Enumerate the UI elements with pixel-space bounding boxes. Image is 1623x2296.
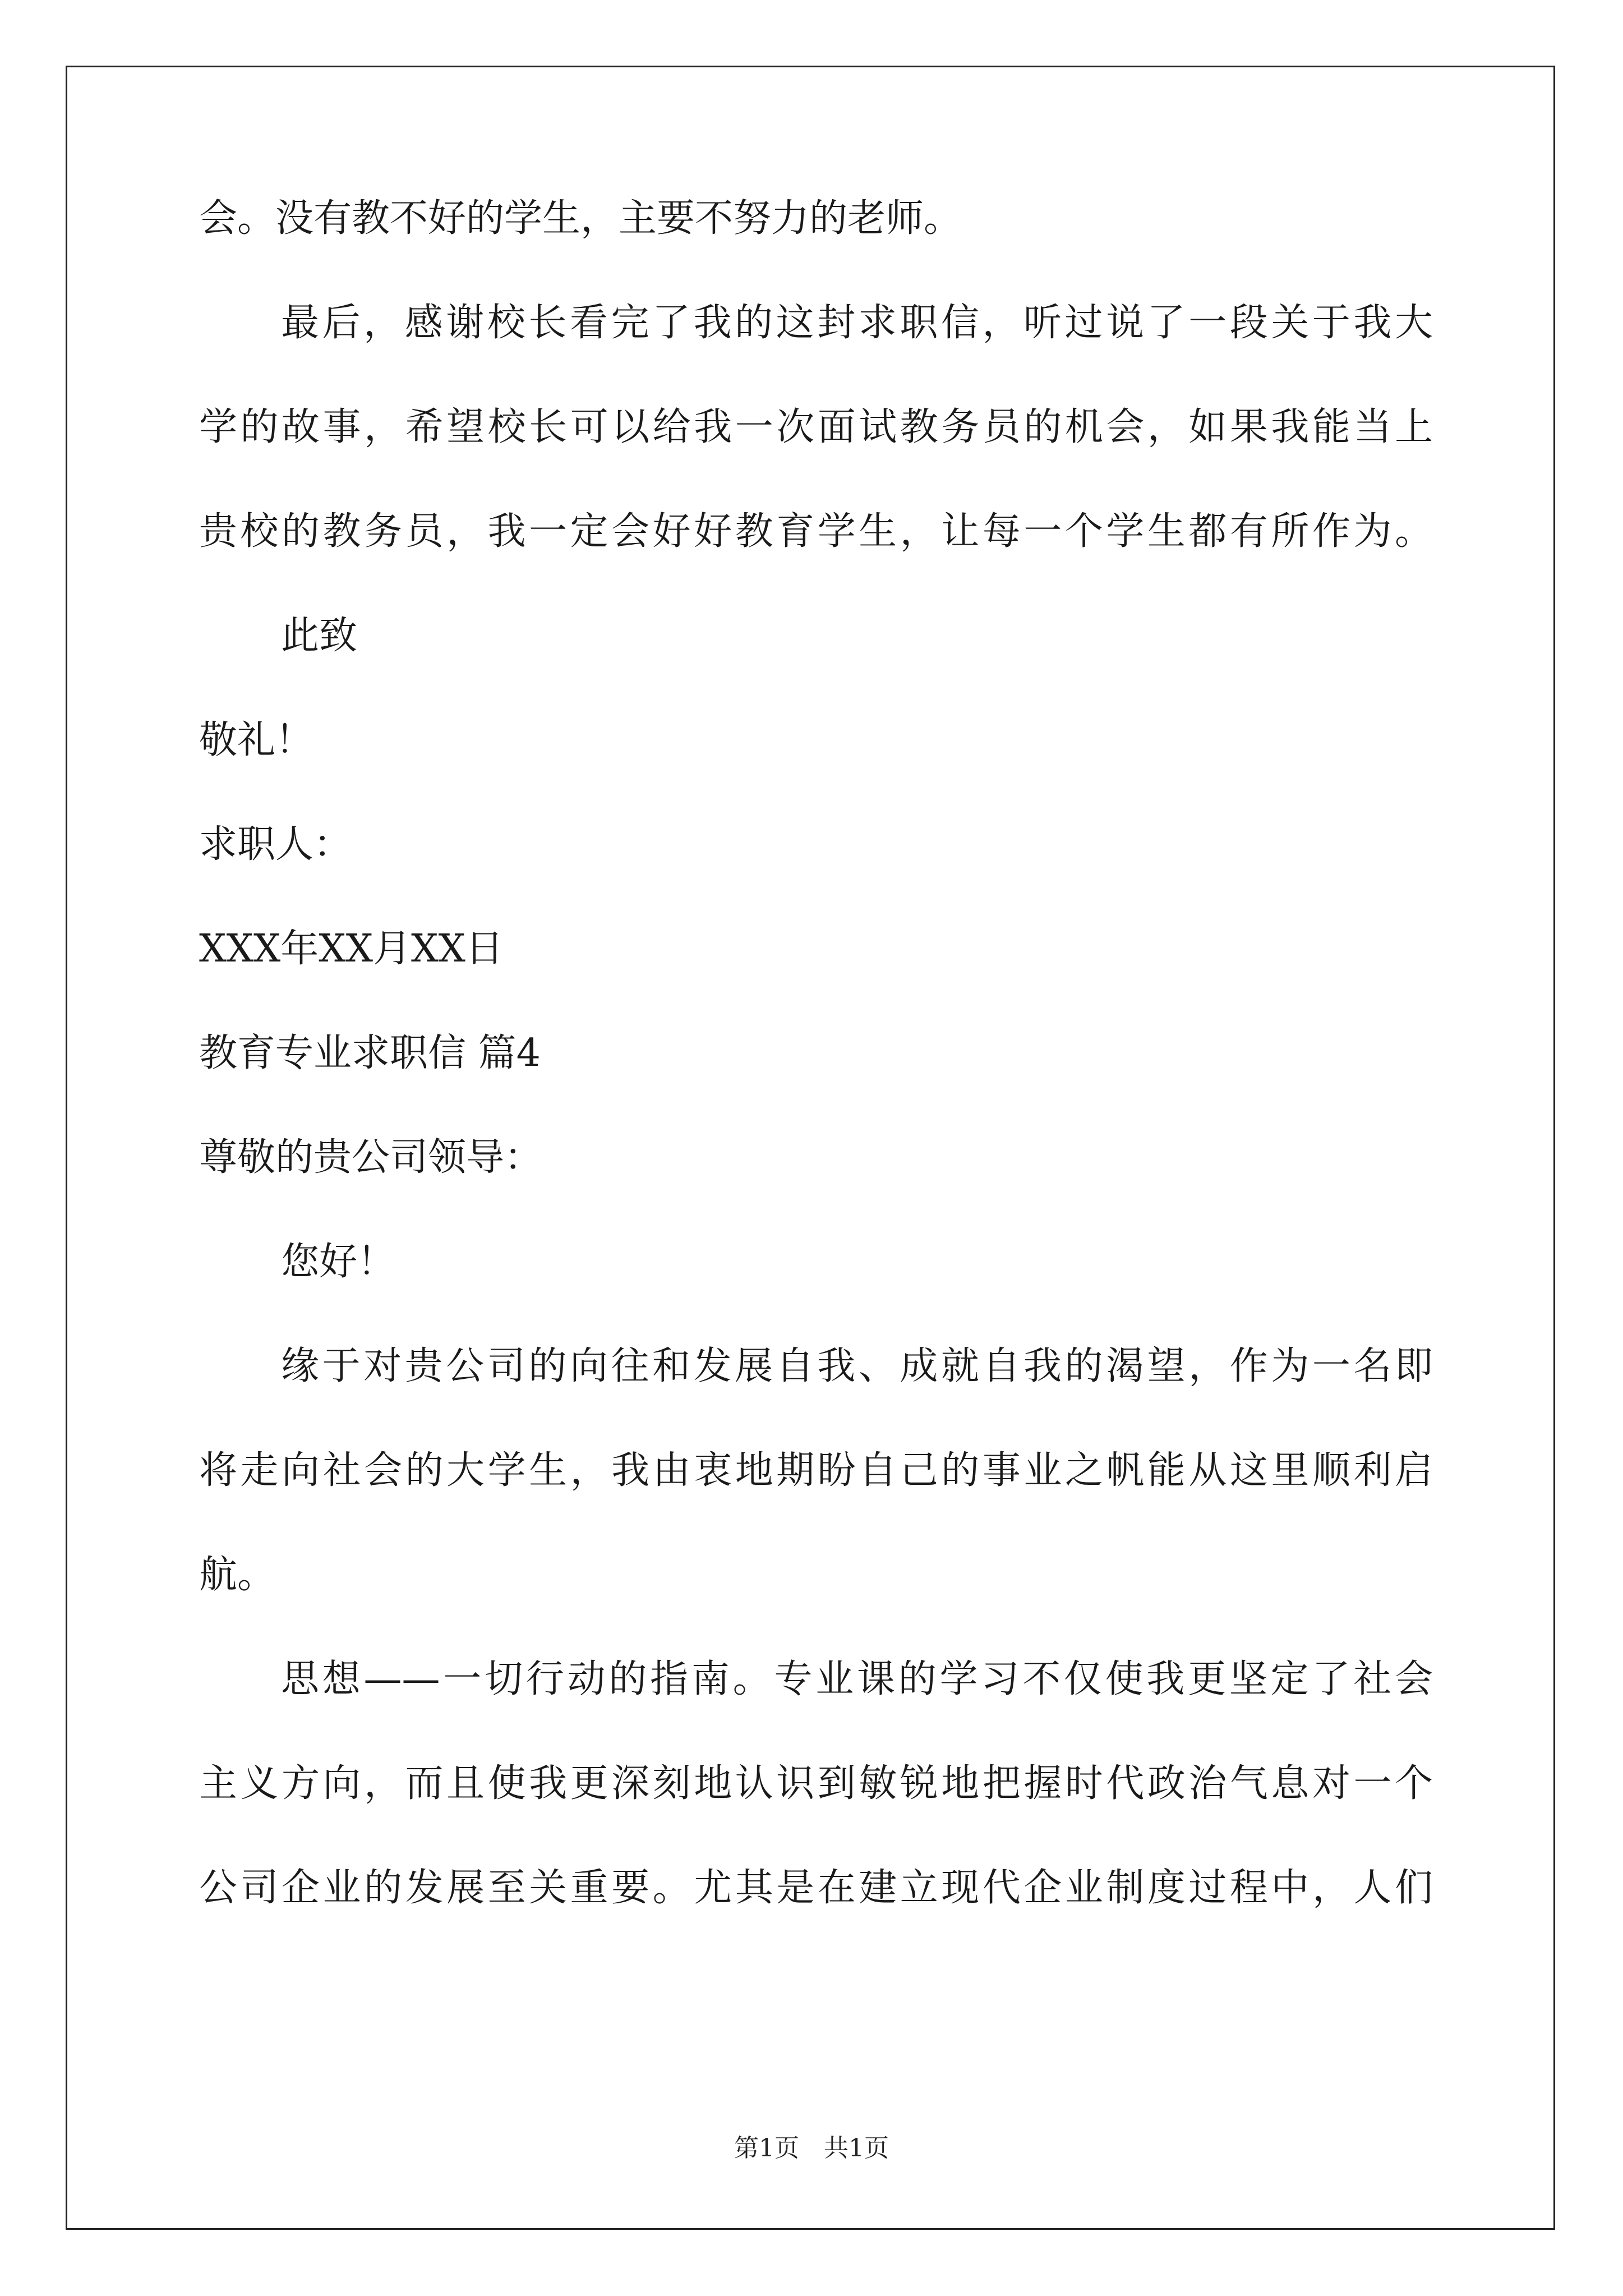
text-line: 主义方向，而且使我更深刻地认识到敏锐地把握时代政治气息对一个: [199, 1761, 1433, 1806]
text-line: 此致: [281, 614, 358, 658]
text-line: 您好！: [281, 1240, 396, 1284]
text-line: 思想——一切行动的指南。专业课的学习不仅使我更坚定了社会: [281, 1657, 1433, 1701]
text-line: 敬礼！: [199, 718, 314, 762]
section-heading: 教育专业求职信 篇4: [199, 1031, 541, 1075]
text-line: 将走向社会的大学生，我由衷地期盼自己的事业之帆能从这里顺利启: [199, 1448, 1433, 1493]
text-line: 缘于对贵公司的向往和发展自我、成就自我的渴望，作为一名即: [281, 1344, 1433, 1388]
text-line: XXX年XX月XX日: [199, 927, 504, 971]
text-line: 求职人：: [199, 822, 352, 867]
text-line: 学的故事，希望校长可以给我一次面试教务员的机会，如果我能当上: [199, 405, 1433, 449]
text-line: 会。没有教不好的学生，主要不努力的老师。: [199, 196, 962, 241]
text-line: 航。: [199, 1553, 276, 1597]
page-footer: 第1页 共1页: [734, 2134, 889, 2162]
text-line: 最后，感谢校长看完了我的这封求职信，听过说了一段关于我大: [281, 301, 1433, 345]
text-line: 公司企业的发展至关重要。尤其是在建立现代企业制度过程中，人们: [199, 1866, 1433, 1910]
text-line: 贵校的教务员，我一定会好好教育学生，让每一个学生都有所作为。: [199, 509, 1433, 554]
text-line: 尊敬的贵公司领导：: [199, 1135, 543, 1180]
